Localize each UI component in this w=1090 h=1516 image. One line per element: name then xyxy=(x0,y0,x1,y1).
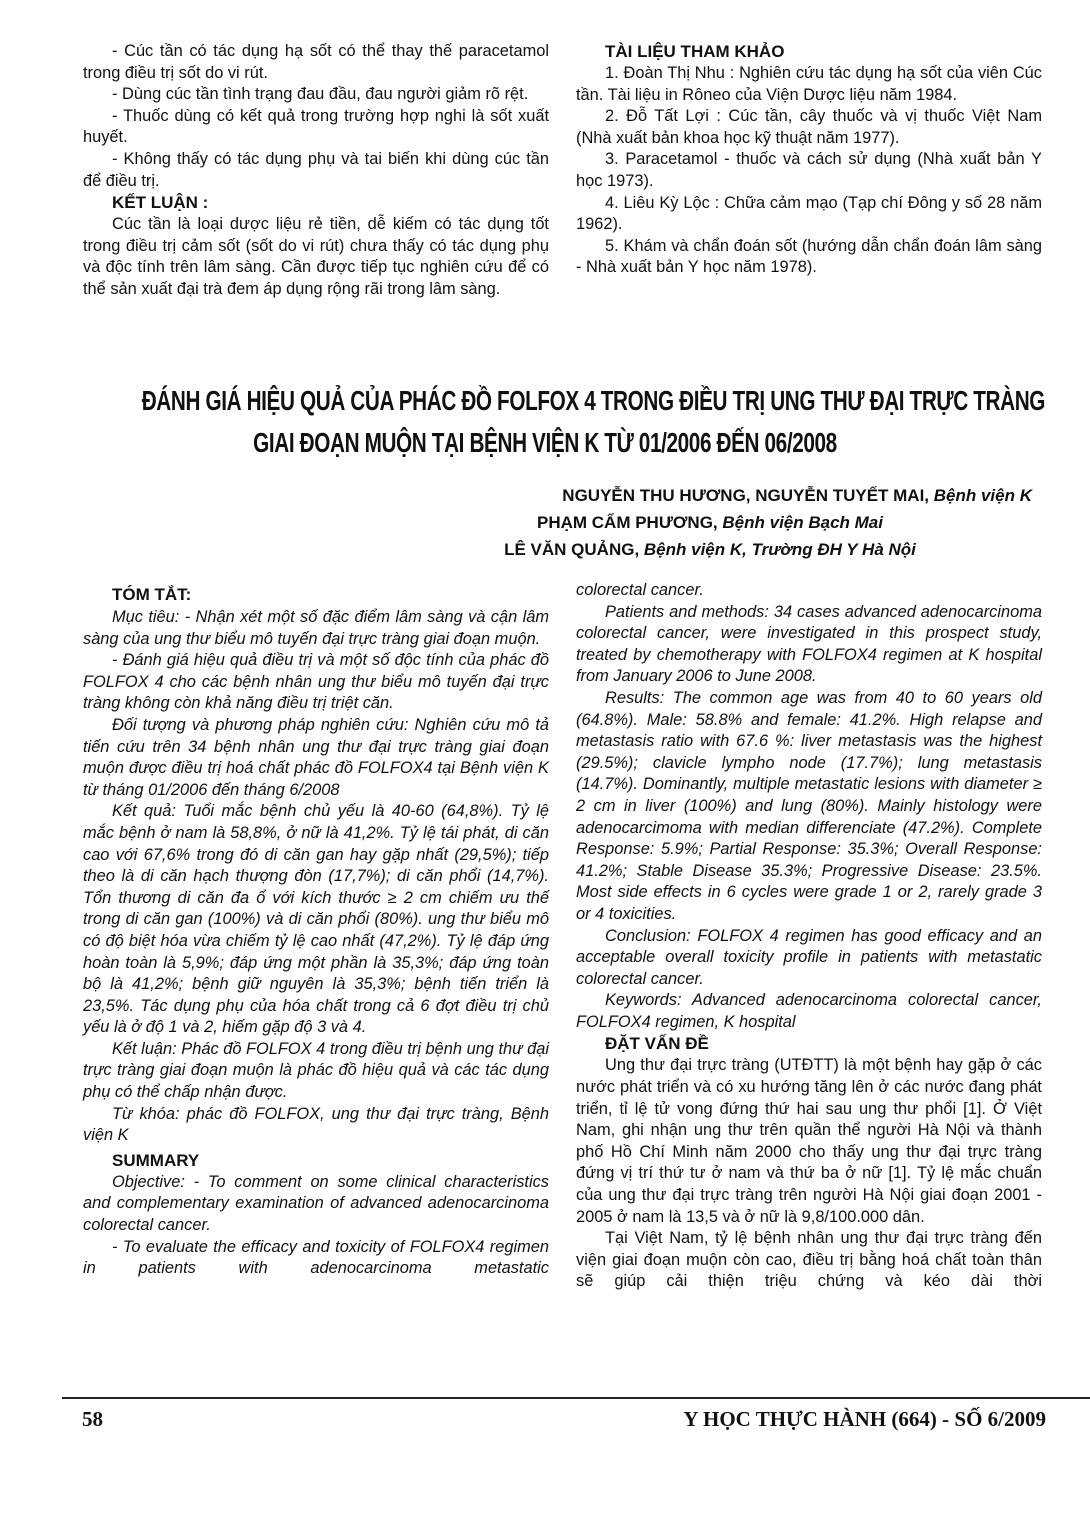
article-title xyxy=(0,380,1090,464)
paragraph: - To evaluate the efficacy and toxicity of FOLFOX4 regimen in patients with adenocarcinoma metastatic xyxy=(83,1237,549,1278)
section-heading-conclusion: KẾT LUẬN : xyxy=(112,193,209,213)
author-affiliation: Bệnh viện Bạch Mai xyxy=(722,513,883,532)
author-line xyxy=(360,536,1060,563)
author-list xyxy=(360,482,1060,563)
paragraph: Kết quả: Tuổi mắc bệnh chủ yếu là 40-60 (64,8%). Tỷ lệ mắc bệnh ở nam là 58,8%, ở nữ là 41,2%. Tỷ lệ tái phát, di căn cao với 67,6% trong đó di căn gan hay gặp nhất (29,5%); tiếp theo là di căn hạch thượng đòn (17,7%); di căn phổi (14,7%). Tổn thương di căn đa ổ với kích thước ≥ 2 cm chiếm ưu thế trong di căn gan (100%) và di căn phổi (80%). ung thư biểu mô có độ biệt hóa vừa chiếm tỷ lệ cao nhất (47,2%). Tỷ lệ đáp ứng hoàn toàn là 5,9%; đáp ứng một phần là 35,3%; đáp ứng toàn bộ là 41,2%; bệnh giữ nguyên là 35,3%; bệnh tiến triển là 23,5%. Tác dụng phụ của hóa chất trong cả 6 đợt điều trị chủ yếu là ở độ 1 và 2, hiếm gặp độ 3 và 4. xyxy=(83,802,549,1037)
author-affiliation: Bệnh viện K xyxy=(933,486,1032,505)
reference-item: 5. Khám và chẩn đoán sốt (hướng dẫn chẩn đoán lâm sàng - Nhà xuất bản Y học năm 1978). xyxy=(576,236,1042,277)
paragraph: Conclusion: FOLFOX 4 regimen has good efficacy and an acceptable overall toxicity profile in patients with metastatic colorectal cancer. xyxy=(576,926,1042,988)
reference-item: 4. Liêu Kỳ Lộc : Chữa cảm mạo (Tạp chí Đông y số 28 năm 1962). xyxy=(576,193,1042,234)
paragraph: Kết luận: Phác đồ FOLFOX 4 trong điều trị bệnh ung thư đại trực tràng giai đoạn muộn là phác đồ hiệu quả và các tác dụng phụ có thể chấp nhận được. xyxy=(83,1039,549,1102)
abstract-left-column xyxy=(83,584,549,1280)
journal-name: Y HỌC THỰC HÀNH (664) - SỐ 6/2009 xyxy=(683,1407,1046,1431)
author-line xyxy=(360,482,1060,509)
author-names: NGUYỄN THU HƯƠNG, NGUYỄN TUYẾT MAI, xyxy=(562,486,934,505)
paragraph: colorectal cancer. xyxy=(576,581,704,599)
paragraph: Patients and methods: 34 cases advanced adenocarcinoma colorectal cancer, were investigated in this prospect study, treated by chemotherapy with FOLFOX4 regimen at K hospital from January 2006 to June 2008. xyxy=(576,602,1042,686)
section-heading-introduction: ĐẶT VẤN ĐỀ xyxy=(605,1034,709,1054)
paragraph: - Cúc tần có tác dụng hạ sốt có thể thay thế paracetamol trong điều trị sốt do vi rút. xyxy=(83,42,549,82)
title-line: GIAI ĐOẠN MUỘN TẠI BỆNH VIỆN K TỪ 01/2006 ĐẾN 06/2008 xyxy=(253,427,837,458)
author-names: PHẠM CẨM PHƯƠNG, xyxy=(537,513,723,532)
author-line xyxy=(360,509,1060,536)
paragraph: - Dùng cúc tần tình trạng đau đầu, đau người giảm rõ rệt. xyxy=(112,85,529,104)
paragraph: - Đánh giá hiệu quả điều trị và một số độc tính của phác đồ FOLFOX 4 cho các bệnh nhân ung thư biểu mô tuyến đại trực tràng không còn khả năng điều trị triệt căn. xyxy=(83,651,549,713)
paragraph: - Thuốc dùng có kết quả trong trường hợp nghi là sốt xuất huyết. xyxy=(83,106,549,147)
section-heading-summary: SUMMARY xyxy=(112,1150,200,1170)
paragraph: - Không thấy có tác dụng phụ và tai biến khi dùng cúc tần để điều trị. xyxy=(83,149,549,190)
paragraph: Objective: - To comment on some clinical characteristics and complementary examination of advanced adenocarcinoma colorectal cancer. xyxy=(83,1172,549,1235)
section-heading-references: TÀI LIỆU THAM KHẢO xyxy=(605,42,785,61)
footer-divider xyxy=(62,1397,1090,1399)
reference-item: 3. Paracetamol - thuốc và cách sử dụng (Nhà xuất bản Y học 1973). xyxy=(576,150,1042,190)
paragraph: Keywords: Advanced adenocarcinoma colorectal cancer, FOLFOX4 regimen, K hospital xyxy=(576,991,1042,1031)
author-names: LÊ VĂN QUẢNG, xyxy=(504,540,644,559)
paragraph: Mục tiêu: - Nhận xét một số đặc điểm lâm sàng và cận lâm sàng của ung thư biểu mô tuyến đại trực tràng giai đoạn muộn. xyxy=(83,608,549,648)
page-number: 58 xyxy=(82,1407,103,1431)
paragraph: Đối tượng và phương pháp nghiên cứu: Nghiên cứu mô tả tiến cứu trên 34 bệnh nhân ung thư đại trực tràng giai đoạn muộn được điều trị hoá chất phác đồ FOLFOX4 tại Bệnh viện K từ tháng 01/2006 đến tháng 6/2008 xyxy=(83,715,549,799)
paragraph: Cúc tần là loại dược liệu rẻ tiền, dễ kiếm có tác dụng tốt trong điều trị cảm sốt (sốt do vi rút) chưa thấy có tác dụng phụ và độc tính trên lâm sàng. Cần được tiếp tục nghiên cứu để có thể sản xuất đại trà đem áp dụng rộng rãi trong lâm sàng. xyxy=(83,215,549,298)
references-column xyxy=(576,41,1042,279)
section-heading-abstract: TÓM TẮT: xyxy=(112,585,192,604)
reference-item: 2. Đỗ Tất Lợi : Cúc tần, cây thuốc và vị thuốc Việt Nam (Nhà xuất bản khoa học kỹ thuật năm 1977). xyxy=(576,107,1042,147)
author-affiliation: Bệnh viện K, Trường ĐH Y Hà Nội xyxy=(643,540,916,559)
abstract-right-column xyxy=(576,580,1042,1293)
reference-item: 1. Đoàn Thị Nhu : Nghiên cứu tác dụng hạ sốt của viên Cúc tần. Tài liệu in Rôneo của Viện Dược liệu năm 1984. xyxy=(576,64,1042,104)
paragraph: Ung thư đại trực tràng (UTĐTT) là một bệnh hay gặp ở các nước phát triển và có xu hướng tăng lên ở các nước đang phát triển, tỉ lệ tử vong đứng thứ hai sau ung thư phổi [1]. Ở Việt Nam, ghi nhận ung thư trên quần thể người Hà Nội và thành phố Hồ Chí Minh năm 2000 cho thấy ung thư đại trực tràng đứng vị trí thứ tư ở nam và thứ ba ở nữ [1]. Tỷ lệ mắc chuẩn của ung thư đại trực tràng trên người Hà Nội giai đoạn 2001 - 2005 ở nam là 13,5 và ở nữ là 9,8/100.000 dân. xyxy=(576,1056,1042,1226)
previous-article-conclusion-column xyxy=(83,41,549,301)
title-line: ĐÁNH GIÁ HIỆU QUẢ CỦA PHÁC ĐỒ FOLFOX 4 TRONG ĐIỀU TRỊ UNG THƯ ĐẠI TRỰC TRÀNG xyxy=(141,385,1046,416)
paragraph: Từ khóa: phác đồ FOLFOX, ung thư đại trực tràng, Bệnh viện K xyxy=(83,1104,549,1145)
paragraph: Results: The common age was from 40 to 60 years old (64.8%). Male: 58.8% and female: 41.2%. High relapse and metastasis ratio with 67.6 %: liver metastasis was the highest (29.5%); clavicle lympho node (17.7%); lung metastasis (14.7%). Dominantly, multiple metastatic lesions with diameter ≥ 2 cm in liver (100%) and lung (80%). Mainly histology were adenocarcimoma with median differenciate (47.2%). Complete Response: 5.9%; Partial Response: 35.3%; Overall Response: 41.2%; Stable Disease 35.3%; Progressive Disease: 23.5%. Most side effects in 6 cycles were grade 1 or 2, rarely grade 3 or 4 toxicities. xyxy=(576,688,1042,923)
paragraph: Tại Việt Nam, tỷ lệ bệnh nhân ung thư đại trực tràng đến viện giai đoạn muộn còn cao, điều trị bằng hoá chất toàn thân sẽ giúp cải thiện triệu chứng và kéo dài thời xyxy=(576,1229,1042,1291)
